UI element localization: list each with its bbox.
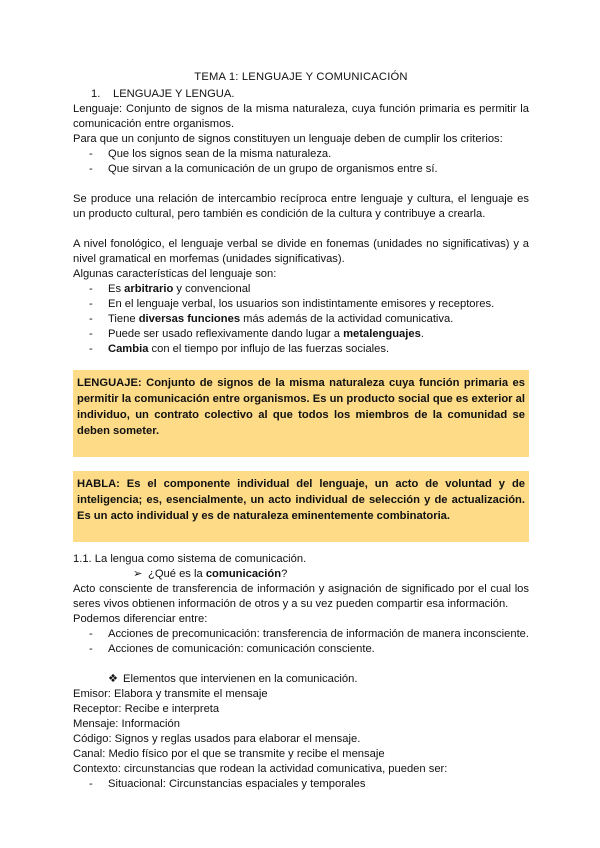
list-item: - Tiene diversas funciones más además de la actividad comunicativa. xyxy=(89,313,454,325)
section-title: LENGUAJE Y LENGUA. xyxy=(113,88,235,100)
list-item: - Situacional: Circunstancias espaciales y temporales xyxy=(89,778,366,790)
question-line: ➢ ¿Qué es la comunicación? xyxy=(133,568,288,580)
elementos-heading: ❖ Elementos que intervienen en la comunicación. xyxy=(108,673,358,685)
caracteristicas-list xyxy=(73,282,529,357)
elemento-line: Canal: Medio físico por el que se transmite y recibe el mensaje xyxy=(73,748,385,760)
arrow-bullet-icon: ➢ xyxy=(133,568,143,580)
criterios-list xyxy=(73,147,529,177)
caracteristicas-intro: Algunas características del lenguaje son: xyxy=(73,268,277,280)
document-page xyxy=(73,70,529,792)
elemento-line: Emisor: Elabora y transmite el mensaje xyxy=(73,688,268,700)
diamond-bullet-icon: ❖ xyxy=(108,673,119,685)
lenguaje-highlight-box: LENGUAJE: Conjunto de signos de la misma naturaleza cuya función primaria es permitir la comunicación entre organismos. Es un producto social que es exterior al individuo, un contrato colectivo al que todos los miembros de la comunidad se deben someter. xyxy=(73,370,529,457)
habla-highlight-box: HABLA: Es el componente individual del lenguaje, un acto de voluntad y de inteligencia; es, esencialmente, un acto individual de selección y de actualización. Es un acto individual y es de naturaleza eminentemente combinatoria. xyxy=(73,471,529,542)
elemento-line: Contexto: circunstancias que rodean la actividad comunicativa, pueden ser: xyxy=(73,763,448,775)
list-item: - Que sirvan a la comunicación de un grupo de organismos entre sí. xyxy=(89,163,438,175)
section-heading xyxy=(73,87,529,102)
document-title: TEMA 1: LENGUAJE Y COMUNICACIÓN xyxy=(194,71,408,83)
elemento-line: Receptor: Recibe e interpreta xyxy=(73,703,220,715)
nivel-paragraph: A nivel fonológico, el lenguaje verbal se divide en fonemas (unidades no significativas) y a nivel gramatical en morfemas (unidades significativas). xyxy=(73,238,529,265)
diferenciar-intro: Podemos diferenciar entre: xyxy=(73,613,208,625)
elemento-line: Mensaje: Información xyxy=(73,718,180,730)
section-number: 1. xyxy=(91,88,101,100)
list-item: - En el lenguaje verbal, los usuarios son indistintamente emisores y receptores. xyxy=(89,298,495,310)
contexto-list xyxy=(73,777,529,792)
lenguaje-definition: Lenguaje: Conjunto de signos de la misma naturaleza, cuya función primaria es permitir la comunicación entre organismos. xyxy=(73,103,529,130)
list-item: - Acciones de comunicación: comunicación consciente. xyxy=(89,643,375,655)
acto-paragraph: Acto consciente de transferencia de información y asignación de significado por el cual los seres vivos obtienen información de otros y a su vez pueden compartir esa información. xyxy=(73,583,529,610)
list-item: - Es arbitrario y convencional xyxy=(89,283,251,295)
elemento-line: Código: Signos y reglas usados para elaborar el mensaje. xyxy=(73,733,361,745)
cultura-paragraph: Se produce una relación de intercambio recíproca entre lenguaje y cultura, el lenguaje es un producto cultural, pero también es condición de la cultura y contribuye a crearla. xyxy=(73,193,529,220)
list-item: - Que los signos sean de la misma naturaleza. xyxy=(89,148,332,160)
list-item: - Cambia con el tiempo por influjo de las fuerzas sociales. xyxy=(89,343,390,355)
list-item: - Puede ser usado reflexivamente dando lugar a metalenguajes. xyxy=(89,328,424,340)
subsection-heading: 1.1. La lengua como sistema de comunicación. xyxy=(73,553,307,565)
criterios-intro: Para que un conjunto de signos constituyen un lenguaje deben de cumplir los criterios: xyxy=(73,133,503,145)
acciones-list xyxy=(73,627,529,657)
list-item: - Acciones de precomunicación: transferencia de información de manera inconsciente. xyxy=(89,628,530,640)
